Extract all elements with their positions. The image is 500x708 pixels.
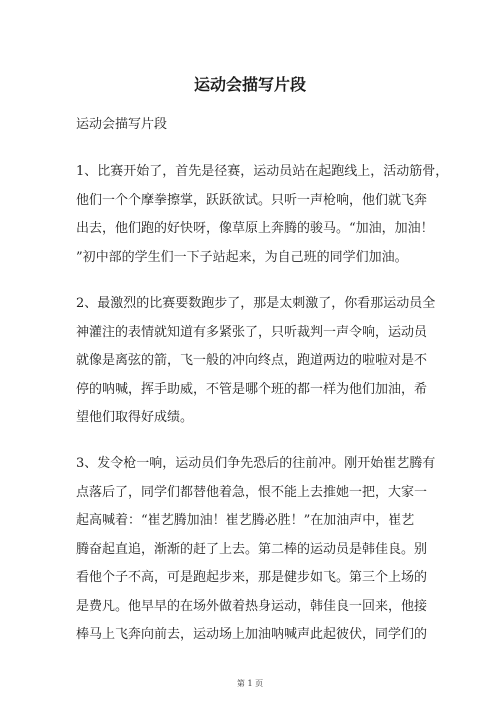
paragraph-line: ”初中部的学生们一下子站起来，为自己班的同学们加油。 bbox=[76, 249, 408, 265]
paragraph-line: 腾奋起直追，渐渐的赶了上去。第二棒的运动员是韩佳良。别 bbox=[76, 541, 428, 557]
paragraph-line: 就像是离弦的箭，飞一般的冲向终点，跑道两边的啦啦对是不 bbox=[76, 353, 428, 368]
paragraph-line: 看他个子不高，可是跑起步来，那是健步如飞。第三个上场的 bbox=[76, 570, 428, 585]
paragraph-line: 棒马上飞奔向前去，运动场上加油呐喊声此起彼伏，同学们的 bbox=[76, 627, 428, 642]
paragraph-line: 望他们取得好成绩。 bbox=[76, 410, 194, 425]
document-subtitle: 运动会描写片段 bbox=[76, 117, 168, 132]
paragraph-line: 是费凡。他早早的在场外做着热身运动，韩佳良一回来，他接 bbox=[76, 598, 428, 614]
paragraph-line: 点落后了，同学们都替他着急，恨不能上去推她一把，大家一 bbox=[76, 484, 428, 500]
paragraph-line: 1、比赛开始了，首先是径赛，运动员站在起跑线上，活动筋骨， bbox=[76, 164, 449, 179]
paragraph-line: 起高喊着：“崔艺腾加油！崔艺腾必胜！”在加油声中，崔艺 bbox=[76, 513, 415, 528]
paragraph-3 bbox=[76, 454, 436, 654]
paragraph-line: 3、发令枪一响，运动员们争先恐后的往前冲。刚开始崔艺腾有 bbox=[76, 456, 436, 471]
paragraph-line: 他们一个个摩拳擦掌，跃跃欲试。只听一声枪响，他们就飞奔 bbox=[76, 192, 428, 208]
page-title: 运动会描写片段 bbox=[193, 75, 306, 94]
page-number: 第 1 页 bbox=[236, 679, 264, 688]
paragraph-line: 出去，他们跑的好快呀，像草原上奔腾的骏马。“加油，加油！ bbox=[76, 221, 434, 236]
paragraph-line: 2、最激烈的比赛要数跑步了，那是太刺激了，你看那运动员全 bbox=[76, 296, 436, 311]
paragraph-2 bbox=[76, 294, 436, 437]
paragraph-line: 停的呐喊，挥手助威，不管是哪个班的都一样为他们加油，希 bbox=[76, 381, 428, 397]
paragraph-line: 神灌注的表情就知道有多紧张了，只听裁判一声令响，运动员 bbox=[76, 324, 428, 340]
paragraph-1 bbox=[76, 162, 449, 276]
